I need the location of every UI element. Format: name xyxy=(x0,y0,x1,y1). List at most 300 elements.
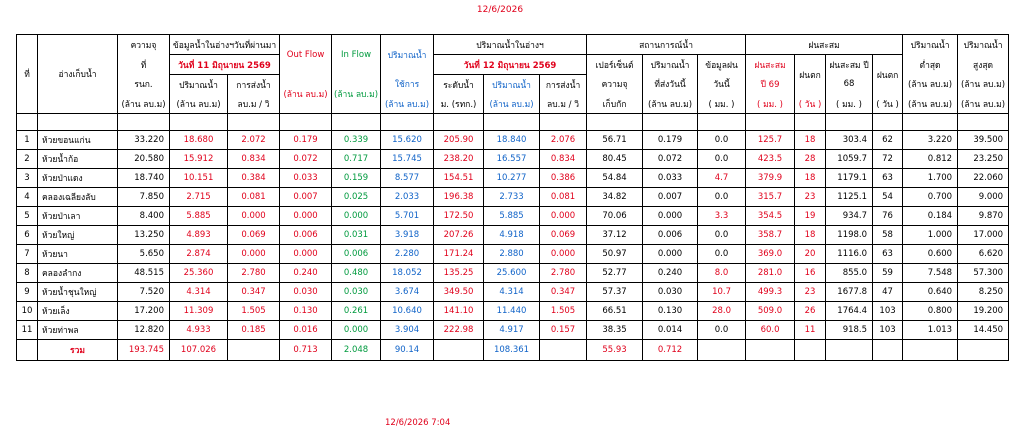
table-row xyxy=(17,169,1009,188)
cell-rain-2569: 369.0 xyxy=(746,245,795,264)
cell-min-volume: 7.548 xyxy=(903,264,958,283)
cell-max-volume: 9.870 xyxy=(958,207,1009,226)
cell-usable-volume: 8.577 xyxy=(381,169,434,188)
table-row xyxy=(17,207,1009,226)
cell-rain-2569: 60.0 xyxy=(746,321,795,340)
col-header-rain-today-3: ( มม. ) xyxy=(698,94,746,114)
cell-prev-release: 0.347 xyxy=(228,283,280,302)
cell-percent-capacity: 80.45 xyxy=(587,150,643,169)
cell-inflow: 0.025 xyxy=(332,188,381,207)
cell-min-volume: 0.600 xyxy=(903,245,958,264)
col-header-inflow: In Flow xyxy=(332,35,381,75)
total-label: รวม xyxy=(38,340,118,361)
reservoir-table xyxy=(16,34,1009,361)
col-header-prev-group: ข้อมูลน้ำในอ่างฯวันที่ผ่านมา xyxy=(170,35,280,55)
cell-rain-2569: 423.5 xyxy=(746,150,795,169)
cell-outflow: 0.000 xyxy=(280,207,332,226)
cell-rain-days-2568: 103 xyxy=(873,321,903,340)
col-header-raindays2-2: ( วัน ) xyxy=(873,94,903,114)
cell-percent-capacity: 50.97 xyxy=(587,245,643,264)
col-header-max-2: สูงสุด xyxy=(958,55,1009,75)
cell-rain-days-2568: 59 xyxy=(873,264,903,283)
cell-rain-days-2568: 47 xyxy=(873,283,903,302)
cell-prev-volume: 4.933 xyxy=(170,321,228,340)
cell-inflow: 0.261 xyxy=(332,302,381,321)
cell-usable-volume: 2.033 xyxy=(381,188,434,207)
cell-water-level: 141.10 xyxy=(434,302,484,321)
cell-water-level: 207.26 xyxy=(434,226,484,245)
cell-rain-today: 3.3 xyxy=(698,207,746,226)
cell-prev-volume: 4.893 xyxy=(170,226,228,245)
col-header-usable-3: (ล้าน ลบ.ม) xyxy=(381,94,434,114)
cell-prev-volume: 2.715 xyxy=(170,188,228,207)
cell-reservoir-name: คลองลำกง xyxy=(38,264,118,283)
cell-delivered-today: 0.072 xyxy=(643,150,698,169)
cell-rain-days-2568: 63 xyxy=(873,169,903,188)
col-header-prev-volume-2: (ล้าน ลบ.ม) xyxy=(170,94,228,114)
cell-rain-days-2569: 20 xyxy=(795,245,826,264)
cell-rain-days-2569: 18 xyxy=(795,169,826,188)
cell-prev-volume: 25.360 xyxy=(170,264,228,283)
total-inflow: 2.048 xyxy=(332,340,381,361)
cell-delivered-today: 0.000 xyxy=(643,245,698,264)
cell-percent-capacity: 38.35 xyxy=(587,321,643,340)
cell-prev-volume: 4.314 xyxy=(170,283,228,302)
cell-usable-volume: 3.918 xyxy=(381,226,434,245)
col-header-capacity-3: รนก. xyxy=(118,75,170,95)
cell-rain-today: 0.0 xyxy=(698,188,746,207)
cell-usable-volume: 10.640 xyxy=(381,302,434,321)
cell-cur-release: 0.081 xyxy=(540,188,587,207)
cell-row-number: 3 xyxy=(17,169,38,188)
cell-max-volume: 23.250 xyxy=(958,150,1009,169)
col-header-max-3: (ล้าน ลบ.ม) xyxy=(958,75,1009,95)
cell-inflow: 0.006 xyxy=(332,245,381,264)
total-percent: 55.93 xyxy=(587,340,643,361)
cell-rain-days-2569: 16 xyxy=(795,264,826,283)
col-header-no: ที่ xyxy=(17,35,38,114)
col-header-rain69-1: ฝนสะสม xyxy=(746,55,795,75)
col-header-cur-release-2: ลบ.ม / วิ xyxy=(540,94,587,114)
cell-rain-2568: 1677.8 xyxy=(826,283,873,302)
col-header-prev-release-2: ลบ.ม / วิ xyxy=(228,94,280,114)
cell-prev-release: 0.185 xyxy=(228,321,280,340)
cell-max-volume: 9.000 xyxy=(958,188,1009,207)
col-header-rain-today-1: ข้อมูลฝน xyxy=(698,55,746,75)
col-header-status-group: สถานการณ์น้ำ xyxy=(587,35,746,55)
cell-outflow: 0.240 xyxy=(280,264,332,283)
cell-rain-2568: 934.7 xyxy=(826,207,873,226)
cell-rain-days-2569: 18 xyxy=(795,226,826,245)
cell-rain-days-2569: 28 xyxy=(795,150,826,169)
cell-usable-volume: 3.904 xyxy=(381,321,434,340)
cell-reservoir-name: ห้วยท่าพล xyxy=(38,321,118,340)
cell-capacity: 13.250 xyxy=(118,226,170,245)
cell-water-level: 135.25 xyxy=(434,264,484,283)
cell-rain-days-2569: 26 xyxy=(795,302,826,321)
cell-cur-release: 1.505 xyxy=(540,302,587,321)
cell-row-number: 9 xyxy=(17,283,38,302)
cell-rain-days-2569: 18 xyxy=(795,131,826,150)
cell-min-volume: 0.184 xyxy=(903,207,958,226)
cell-outflow: 0.006 xyxy=(280,226,332,245)
cell-rain-today: 0.0 xyxy=(698,321,746,340)
cell-delivered-today: 0.000 xyxy=(643,207,698,226)
col-header-min-4: (ล้าน ลบ.ม) xyxy=(903,94,958,114)
col-header-outflow-unit: (ล้าน ลบ.ม) xyxy=(280,75,332,114)
cell-water-level: 238.20 xyxy=(434,150,484,169)
col-header-max-1: ปริมาณน้ำ xyxy=(958,35,1009,55)
total-prev-volume: 107.026 xyxy=(170,340,228,361)
cell-prev-release: 0.384 xyxy=(228,169,280,188)
col-header-capacity-4: (ล้าน ลบ.ม) xyxy=(118,94,170,114)
cell-cur-release: 0.347 xyxy=(540,283,587,302)
cell-max-volume: 57.300 xyxy=(958,264,1009,283)
cell-max-volume: 22.060 xyxy=(958,169,1009,188)
cell-row-number: 11 xyxy=(17,321,38,340)
col-header-percent-1: เปอร์เซ็นต์ xyxy=(587,55,643,75)
cell-row-number: 4 xyxy=(17,188,38,207)
cell-rain-today: 8.0 xyxy=(698,264,746,283)
col-header-cur-group: ปริมาณน้ำในอ่างฯ xyxy=(434,35,587,55)
col-header-rain68-2: 68 xyxy=(826,75,873,95)
cell-prev-release: 0.000 xyxy=(228,245,280,264)
col-header-capacity-1: ความจุ xyxy=(118,35,170,55)
cell-delivered-today: 0.014 xyxy=(643,321,698,340)
cell-delivered-today: 0.240 xyxy=(643,264,698,283)
cell-percent-capacity: 37.12 xyxy=(587,226,643,245)
cell-percent-capacity: 56.71 xyxy=(587,131,643,150)
cell-reservoir-name: ห้วยนา xyxy=(38,245,118,264)
cell-delivered-today: 0.130 xyxy=(643,302,698,321)
cell-water-level: 222.98 xyxy=(434,321,484,340)
cell-prev-release: 0.834 xyxy=(228,150,280,169)
cell-capacity: 20.580 xyxy=(118,150,170,169)
cell-min-volume: 1.000 xyxy=(903,226,958,245)
cell-rain-2569: 379.9 xyxy=(746,169,795,188)
cell-delivered-today: 0.033 xyxy=(643,169,698,188)
cell-outflow: 0.000 xyxy=(280,245,332,264)
cell-percent-capacity: 54.84 xyxy=(587,169,643,188)
cell-cur-volume: 16.557 xyxy=(484,150,540,169)
cell-rain-2569: 281.0 xyxy=(746,264,795,283)
cell-prev-volume: 18.680 xyxy=(170,131,228,150)
total-capacity: 193.745 xyxy=(118,340,170,361)
cell-max-volume: 17.000 xyxy=(958,226,1009,245)
table-row xyxy=(17,150,1009,169)
cell-water-level: 171.24 xyxy=(434,245,484,264)
cell-inflow: 0.000 xyxy=(332,207,381,226)
col-header-prev-release-1: การส่งน้ำ xyxy=(228,75,280,95)
table-row xyxy=(17,264,1009,283)
cell-max-volume: 14.450 xyxy=(958,321,1009,340)
cell-rain-days-2568: 58 xyxy=(873,226,903,245)
cell-capacity: 8.400 xyxy=(118,207,170,226)
cell-inflow: 0.717 xyxy=(332,150,381,169)
blank-row xyxy=(17,114,1009,131)
cell-inflow: 0.339 xyxy=(332,131,381,150)
cell-min-volume: 1.700 xyxy=(903,169,958,188)
cell-reservoir-name: ห้วยใหญ่ xyxy=(38,226,118,245)
cell-outflow: 0.130 xyxy=(280,302,332,321)
total-outflow: 0.713 xyxy=(280,340,332,361)
cell-capacity: 5.650 xyxy=(118,245,170,264)
cell-rain-today: 28.0 xyxy=(698,302,746,321)
col-header-inflow-unit: (ล้าน ลบ.ม) xyxy=(332,75,381,114)
cell-inflow: 0.031 xyxy=(332,226,381,245)
cell-prev-release: 0.081 xyxy=(228,188,280,207)
cell-delivered-today: 0.179 xyxy=(643,131,698,150)
col-header-usable-1: ปริมาณน้ำ xyxy=(381,35,434,75)
cell-outflow: 0.072 xyxy=(280,150,332,169)
cell-outflow: 0.030 xyxy=(280,283,332,302)
cell-rain-2569: 499.3 xyxy=(746,283,795,302)
cell-outflow: 0.007 xyxy=(280,188,332,207)
cell-water-level: 154.51 xyxy=(434,169,484,188)
cell-capacity: 7.850 xyxy=(118,188,170,207)
cell-rain-2568: 918.5 xyxy=(826,321,873,340)
cell-reservoir-name: ห้วยป่าแดง xyxy=(38,169,118,188)
col-header-rain69-2: ปี 69 xyxy=(746,75,795,95)
cell-rain-2568: 1198.0 xyxy=(826,226,873,245)
col-header-rain-group: ฝนสะสม xyxy=(746,35,903,55)
cell-max-volume: 39.500 xyxy=(958,131,1009,150)
cell-capacity: 18.740 xyxy=(118,169,170,188)
table-row xyxy=(17,245,1009,264)
cell-prev-volume: 5.885 xyxy=(170,207,228,226)
cell-percent-capacity: 66.51 xyxy=(587,302,643,321)
cell-cur-volume: 2.733 xyxy=(484,188,540,207)
cell-rain-days-2568: 103 xyxy=(873,302,903,321)
table-row xyxy=(17,321,1009,340)
cell-rain-days-2569: 19 xyxy=(795,207,826,226)
table-row xyxy=(17,302,1009,321)
cell-delivered-today: 0.007 xyxy=(643,188,698,207)
cell-rain-2568: 303.4 xyxy=(826,131,873,150)
cell-water-level: 205.90 xyxy=(434,131,484,150)
cell-rain-today: 4.7 xyxy=(698,169,746,188)
cell-water-level: 349.50 xyxy=(434,283,484,302)
col-header-percent-2: ความจุ xyxy=(587,75,643,95)
col-header-delivered-1: ปริมาณน้ำ xyxy=(643,55,698,75)
cell-prev-release: 2.072 xyxy=(228,131,280,150)
col-header-cur-release-1: การส่งน้ำ xyxy=(540,75,587,95)
cell-rain-today: 0.0 xyxy=(698,150,746,169)
cell-cur-release: 0.000 xyxy=(540,245,587,264)
col-header-cur-level-2: ม. (รทก.) xyxy=(434,94,484,114)
cell-cur-release: 0.834 xyxy=(540,150,587,169)
col-header-rain68-3: ( มม. ) xyxy=(826,94,873,114)
col-header-prev-volume-1: ปริมาณน้ำ xyxy=(170,75,228,95)
cell-prev-release: 1.505 xyxy=(228,302,280,321)
cell-min-volume: 0.812 xyxy=(903,150,958,169)
cell-inflow: 0.480 xyxy=(332,264,381,283)
cell-rain-today: 10.7 xyxy=(698,283,746,302)
cell-capacity: 33.220 xyxy=(118,131,170,150)
cell-cur-volume: 25.600 xyxy=(484,264,540,283)
col-header-delivered-2: ที่ส่งวันนี้ xyxy=(643,75,698,95)
cell-rain-2568: 1179.1 xyxy=(826,169,873,188)
cell-usable-volume: 5.701 xyxy=(381,207,434,226)
cell-capacity: 12.820 xyxy=(118,321,170,340)
cell-cur-volume: 18.840 xyxy=(484,131,540,150)
cell-row-number: 7 xyxy=(17,245,38,264)
cell-usable-volume: 15.620 xyxy=(381,131,434,150)
cell-inflow: 0.000 xyxy=(332,321,381,340)
cell-prev-volume: 15.912 xyxy=(170,150,228,169)
col-header-rain-today-2: วันนี้ xyxy=(698,75,746,95)
cell-rain-today: 0.0 xyxy=(698,131,746,150)
cell-usable-volume: 2.280 xyxy=(381,245,434,264)
cell-capacity: 17.200 xyxy=(118,302,170,321)
cell-cur-volume: 2.880 xyxy=(484,245,540,264)
cell-outflow: 0.179 xyxy=(280,131,332,150)
report-date: 12/6/2026 xyxy=(476,5,524,15)
cell-prev-release: 0.069 xyxy=(228,226,280,245)
cell-cur-volume: 10.277 xyxy=(484,169,540,188)
col-header-raindays1-2: ( วัน ) xyxy=(795,94,826,114)
col-header-rain68-1: ฝนสะสม ปี xyxy=(826,55,873,75)
cell-rain-2568: 1125.1 xyxy=(826,188,873,207)
cell-rain-2568: 1116.0 xyxy=(826,245,873,264)
cell-rain-days-2569: 11 xyxy=(795,321,826,340)
cell-cur-volume: 5.885 xyxy=(484,207,540,226)
cell-rain-2569: 315.7 xyxy=(746,188,795,207)
cell-cur-release: 2.076 xyxy=(540,131,587,150)
cell-water-level: 196.38 xyxy=(434,188,484,207)
cell-outflow: 0.033 xyxy=(280,169,332,188)
cell-row-number: 2 xyxy=(17,150,38,169)
cell-rain-2569: 125.7 xyxy=(746,131,795,150)
cell-rain-2568: 1764.4 xyxy=(826,302,873,321)
cell-reservoir-name: ห้วยขอนแก่น xyxy=(38,131,118,150)
cell-delivered-today: 0.030 xyxy=(643,283,698,302)
cell-max-volume: 6.620 xyxy=(958,245,1009,264)
cell-rain-2568: 855.0 xyxy=(826,264,873,283)
cell-max-volume: 19.200 xyxy=(958,302,1009,321)
cell-capacity: 48.515 xyxy=(118,264,170,283)
cell-cur-release: 0.386 xyxy=(540,169,587,188)
col-header-cur-date: วันที่ 12 มิถุนายน 2569 xyxy=(434,55,587,75)
cell-cur-volume: 4.314 xyxy=(484,283,540,302)
cell-rain-2569: 509.0 xyxy=(746,302,795,321)
col-header-cur-volume-1: ปริมาณน้ำ xyxy=(484,75,540,95)
cell-rain-days-2568: 72 xyxy=(873,150,903,169)
cell-prev-volume: 10.151 xyxy=(170,169,228,188)
table-row xyxy=(17,131,1009,150)
cell-usable-volume: 3.674 xyxy=(381,283,434,302)
col-header-prev-date: วันที่ 11 มิถุนายน 2569 xyxy=(170,55,280,75)
cell-cur-release: 2.780 xyxy=(540,264,587,283)
col-header-min-3: (ล้าน ลบ.ม) xyxy=(903,75,958,95)
col-header-min-2: ต่ำสุด xyxy=(903,55,958,75)
cell-rain-2568: 1059.7 xyxy=(826,150,873,169)
cell-prev-volume: 2.874 xyxy=(170,245,228,264)
col-header-min-1: ปริมาณน้ำ xyxy=(903,35,958,55)
cell-cur-volume: 4.918 xyxy=(484,226,540,245)
cell-rain-days-2569: 23 xyxy=(795,283,826,302)
total-usable: 90.14 xyxy=(381,340,434,361)
col-header-rain69-3: ( มม. ) xyxy=(746,94,795,114)
cell-reservoir-name: ห้วยน้ำก้อ xyxy=(38,150,118,169)
report-timestamp: 12/6/2026 7:04 xyxy=(385,418,451,428)
cell-min-volume: 0.640 xyxy=(903,283,958,302)
cell-min-volume: 0.700 xyxy=(903,188,958,207)
cell-prev-release: 2.780 xyxy=(228,264,280,283)
cell-rain-days-2568: 76 xyxy=(873,207,903,226)
col-header-raindays2-1: ฝนตก xyxy=(873,55,903,95)
cell-cur-release: 0.157 xyxy=(540,321,587,340)
total-cur-volume: 108.361 xyxy=(484,340,540,361)
col-header-raindays1-1: ฝนตก xyxy=(795,55,826,95)
col-header-outflow: Out Flow xyxy=(280,35,332,75)
col-header-reservoir: อ่างเก็บน้ำ xyxy=(38,35,118,114)
cell-rain-today: 0.0 xyxy=(698,226,746,245)
cell-row-number: 8 xyxy=(17,264,38,283)
cell-water-level: 172.50 xyxy=(434,207,484,226)
table-row xyxy=(17,188,1009,207)
cell-reservoir-name: ห้วยน้ำชุนใหญ่ xyxy=(38,283,118,302)
cell-reservoir-name: คลองเฉลียงลับ xyxy=(38,188,118,207)
cell-percent-capacity: 57.37 xyxy=(587,283,643,302)
col-header-delivered-3: (ล้าน ลบ.ม) xyxy=(643,94,698,114)
cell-usable-volume: 18.052 xyxy=(381,264,434,283)
col-header-percent-3: เก็บกัก xyxy=(587,94,643,114)
cell-outflow: 0.016 xyxy=(280,321,332,340)
cell-delivered-today: 0.006 xyxy=(643,226,698,245)
cell-rain-days-2568: 62 xyxy=(873,131,903,150)
cell-capacity: 7.520 xyxy=(118,283,170,302)
col-header-cur-volume-2: (ล้าน ลบ.ม) xyxy=(484,94,540,114)
cell-inflow: 0.030 xyxy=(332,283,381,302)
cell-percent-capacity: 70.06 xyxy=(587,207,643,226)
cell-min-volume: 3.220 xyxy=(903,131,958,150)
col-header-usable-2: ใช้การ xyxy=(381,75,434,95)
cell-rain-days-2568: 63 xyxy=(873,245,903,264)
total-delivered: 0.712 xyxy=(643,340,698,361)
cell-usable-volume: 15.745 xyxy=(381,150,434,169)
table-row xyxy=(17,226,1009,245)
cell-rain-2569: 358.7 xyxy=(746,226,795,245)
cell-prev-release: 0.000 xyxy=(228,207,280,226)
cell-reservoir-name: ห้วยเล็ง xyxy=(38,302,118,321)
cell-row-number: 5 xyxy=(17,207,38,226)
cell-inflow: 0.159 xyxy=(332,169,381,188)
col-header-cur-level-1: ระดับน้ำ xyxy=(434,75,484,95)
col-header-max-4: (ล้าน ลบ.ม) xyxy=(958,94,1009,114)
total-row xyxy=(17,340,1009,361)
cell-max-volume: 8.250 xyxy=(958,283,1009,302)
col-header-capacity-2: ที่ xyxy=(118,55,170,75)
cell-row-number: 6 xyxy=(17,226,38,245)
table-row xyxy=(17,283,1009,302)
cell-cur-release: 0.000 xyxy=(540,207,587,226)
cell-min-volume: 1.013 xyxy=(903,321,958,340)
cell-rain-days-2569: 23 xyxy=(795,188,826,207)
cell-prev-volume: 11.309 xyxy=(170,302,228,321)
cell-row-number: 1 xyxy=(17,131,38,150)
cell-row-number: 10 xyxy=(17,302,38,321)
cell-reservoir-name: ห้วยป่าเลา xyxy=(38,207,118,226)
cell-cur-volume: 11.440 xyxy=(484,302,540,321)
cell-cur-release: 0.069 xyxy=(540,226,587,245)
cell-cur-volume: 4.917 xyxy=(484,321,540,340)
cell-rain-today: 0.0 xyxy=(698,245,746,264)
cell-percent-capacity: 52.77 xyxy=(587,264,643,283)
cell-rain-2569: 354.5 xyxy=(746,207,795,226)
cell-min-volume: 0.800 xyxy=(903,302,958,321)
cell-percent-capacity: 34.82 xyxy=(587,188,643,207)
